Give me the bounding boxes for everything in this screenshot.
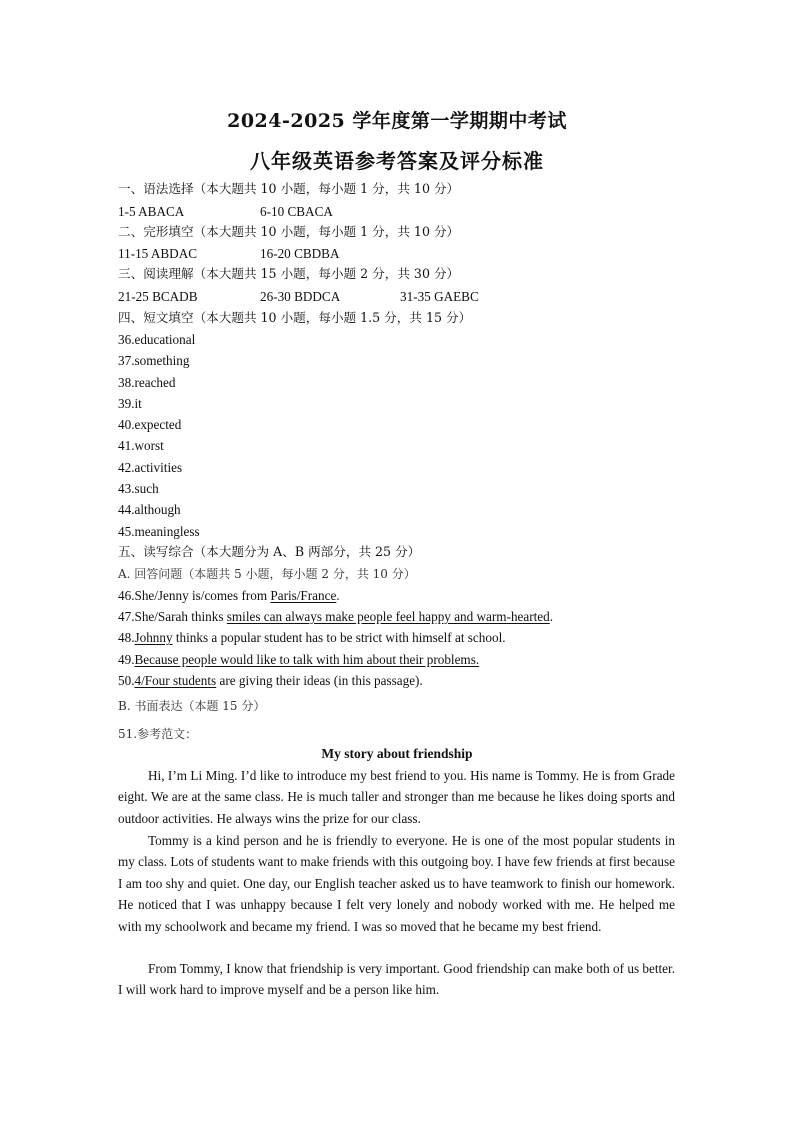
answer-48 — [118, 629, 506, 647]
section-2-heading: 二、完形填空（本大题共 10 小题，每小题 1 分，共 10 分） — [118, 224, 460, 239]
answer-46-prefix: 46.She/Jenny is/comes from — [118, 588, 271, 603]
answers-26-30: 26-30 BDDCA — [260, 289, 341, 304]
answer-36: 36.educational — [118, 332, 196, 347]
answers-11-15: 11-15 ABDAC — [118, 246, 198, 261]
section-4-heading: 四、短文填空（本大题共 10 小题，每小题 1.5 分，共 15 分） — [118, 310, 472, 325]
answer-51-label: 51.参考范文： — [118, 727, 198, 741]
answer-50-prefix: 50. — [118, 673, 135, 688]
essay-title: My story about friendship — [321, 746, 473, 761]
answer-37: 37.something — [118, 353, 190, 368]
answer-49-key: Because people would like to talk with him about their problems. — [134, 652, 480, 667]
answer-46-key: Paris/France — [270, 588, 337, 603]
answer-48-suffix: thinks a popular student has to be strict with himself at school. — [172, 630, 506, 645]
answer-46 — [118, 587, 340, 605]
answer-39: 39.it — [118, 396, 142, 411]
answer-50-key: 4/Four students — [134, 673, 217, 688]
answers-6-10: 6-10 CBACA — [260, 204, 333, 219]
answers-31-35: 31-35 GAEBC — [400, 289, 479, 304]
section-1-heading: 一、语法选择（本大题共 10 小题，每小题 1 分，共 10 分） — [118, 181, 460, 196]
answer-46-suffix: . — [336, 588, 340, 603]
essay-paragraph-2: Tommy is a kind person and he is friendly to everyone. He is one of the most popular students in my class. Lots of students want to make friends with this outgoing boy. I have few friends at first because I am too shy and quiet. One day, our English teacher asked us to have teamwork to finish our homework. He noticed that I was unhappy because I felt very lonely and nobody worked with me. He helped me with my schoolwork and became my friend. I was so moved that he became my best friend. — [118, 833, 675, 934]
exam-subtitle: 八年级英语参考答案及评分标准 — [250, 149, 544, 173]
answer-40: 40.expected — [118, 417, 182, 432]
answer-47-prefix: 47.She/Sarah thinks — [118, 609, 227, 624]
essay-paragraph-3: From Tommy, I know that friendship is very important. Good friendship can make both of us better. I will work hard to improve myself and be a person like him. — [118, 961, 675, 998]
answer-45: 45.meaningless — [118, 524, 200, 539]
answer-44: 44.although — [118, 502, 181, 517]
answer-49-prefix: 49. — [118, 652, 135, 667]
answer-47 — [118, 608, 553, 626]
answer-50-suffix: are giving their ideas (in this passage). — [216, 673, 423, 688]
section-5-heading: 五、读写综合（本大题分为 A、B 两部分，共 25 分） — [118, 544, 421, 559]
answers-21-25: 21-25 BCADB — [118, 289, 198, 304]
answer-43: 43.such — [118, 481, 159, 496]
answer-41: 41.worst — [118, 438, 164, 453]
answer-42: 42.activities — [118, 460, 183, 475]
answer-49 — [118, 651, 479, 669]
answers-16-20: 16-20 CBDBA — [260, 246, 340, 261]
answer-48-key: Johnny — [134, 630, 173, 645]
exam-title: 2024-2025 学年度第一学期期中考试 — [227, 110, 567, 132]
answer-48-prefix: 48. — [118, 630, 135, 645]
answers-1-5: 1-5 ABACA — [118, 204, 185, 219]
section-3-heading: 三、阅读理解（本大题共 15 小题，每小题 2 分，共 30 分） — [118, 266, 460, 281]
answer-50 — [118, 672, 423, 690]
answer-47-key: smiles can always make people feel happy and warm-hearted — [226, 609, 550, 624]
answer-38: 38.reached — [118, 375, 176, 390]
answer-47-suffix: . — [549, 609, 554, 624]
part-b-heading: B. 书面表达（本题 15 分） — [118, 699, 266, 713]
part-a-heading: A. 回答问题（本题共 5 小题，每小题 2 分，共 10 分） — [118, 567, 416, 581]
essay-paragraph-1: Hi, I’m Li Ming. I’d like to introduce my best friend to you. His name is Tommy. He is from Grade eight. We are at the same class. He is much taller and stronger than me because he likes doing sports and outdoor activities. He always wins the prize for our class. — [118, 768, 675, 826]
